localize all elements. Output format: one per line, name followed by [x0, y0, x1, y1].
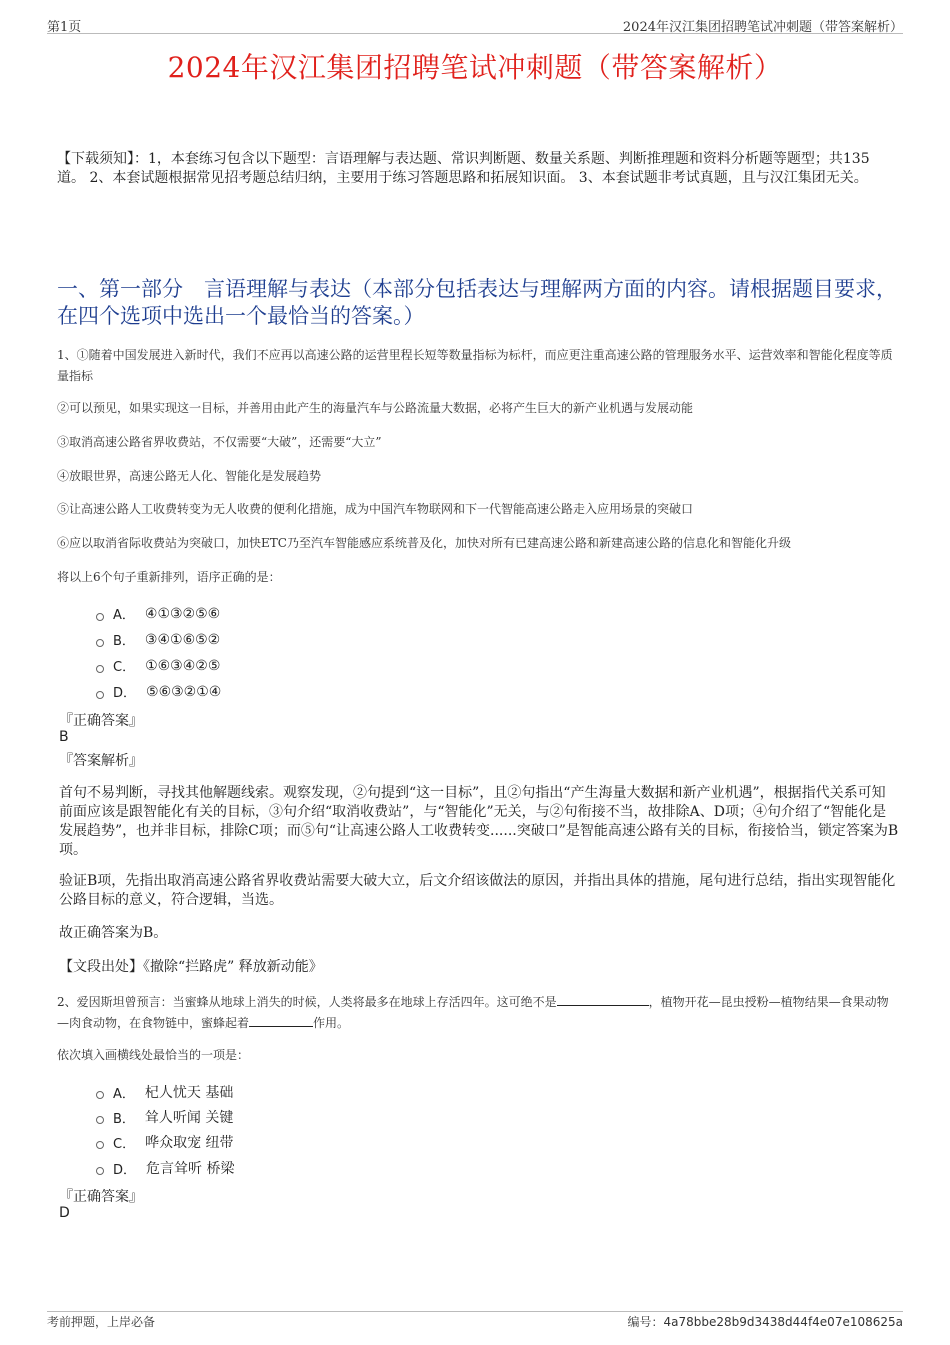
- page-number: 第1页: [47, 20, 82, 35]
- q1-analysis-paragraph-3: 故正确答案为B。: [59, 925, 168, 941]
- q2-answer-label: 『正确答案』: [59, 1189, 143, 1205]
- option-text: 杞人忧天 基础: [144, 1085, 234, 1101]
- q2-answer: D: [59, 1205, 70, 1221]
- option-letter: D．: [113, 686, 137, 701]
- q2-stem: [57, 992, 897, 1034]
- q1-sentence-5: ⑤让高速公路人工收费转变为无人收费的便利化措施，成为中国汽车物联网和下一代智能高速公路走入应用场景的突破口: [57, 502, 694, 516]
- q1-source: 【文段出处】《撤除“拦路虎” 释放新动能》: [59, 959, 323, 975]
- option-text: ⑤⑥③②①④: [146, 683, 222, 700]
- option-text: 危言耸听 桥梁: [146, 1161, 235, 1177]
- option-letter: C．: [113, 660, 136, 675]
- q2-option-a[interactable]: [96, 1082, 233, 1102]
- radio-icon[interactable]: [96, 1167, 104, 1175]
- option-letter: C．: [113, 1136, 136, 1152]
- option-letter: A．: [113, 1086, 135, 1102]
- q1-sentence-1: 1、①随着中国发展进入新时代，我们不应再以高速公路的运营里程长短等数量指标为标杆，而应更注重高速公路的管理服务水平、运营效率和智能化程度等质量指标: [57, 348, 893, 383]
- header-doc-title: 2024年汉江集团招聘笔试冲刺题（带答案解析）: [622, 20, 903, 35]
- option-letter: B．: [113, 1111, 135, 1127]
- q1-sentence-2: ②可以预见，如果实现这一目标，并善用由此产生的海量汽车与公路流量大数据，必将产生巨大的新产业机遇与发展动能: [57, 401, 694, 415]
- q1-option-c[interactable]: [96, 656, 220, 675]
- radio-icon[interactable]: [96, 691, 104, 699]
- footer-slogan: 考前押题，上岸必备: [47, 1315, 156, 1329]
- q2-option-d[interactable]: [96, 1158, 234, 1178]
- q2-option-c[interactable]: [96, 1132, 234, 1152]
- q1-analysis-paragraph-1: 首句不易判断，寻找其他解题线索。观察发现，②句提到“这一目标”，且②句指出“产生海量大数据和新产业机遇”，根据指代关系可知前面应该是跟智能化有关的目标，③句介绍“取消收费站”，与“智能化”无关，与②句衔接不当，故排除A、D项；④句介绍了“智能化是发展趋势”，也并非目标，排除C项；而⑤句“让高速公路人工收费转变......突破口”是智能高速公路有关的目标，衔接恰当，锁定答案为B项。: [59, 785, 899, 858]
- radio-icon[interactable]: [96, 639, 104, 647]
- q1-analysis-label: 『答案解析』: [59, 753, 143, 769]
- option-letter: A．: [113, 608, 135, 623]
- q1-answer: B: [59, 729, 69, 745]
- document-code: [627, 1313, 903, 1330]
- q2-stem-part-1: 2、爱因斯坦曾预言：当蜜蜂从地球上消失的时候，人类将最多在地球上存活四年。这可绝不是: [57, 995, 557, 1009]
- option-letter: D．: [113, 1162, 137, 1178]
- q2-option-b[interactable]: [96, 1107, 233, 1127]
- q1-analysis-paragraph-2: 验证B项，先指出取消高速公路省界收费站需要大破大立，后文介绍该做法的原因，并指出具体的措施，尾句进行总结，指出实现智能化公路目标的意义，符合逻辑，当选。: [59, 873, 896, 908]
- q2-stem-part-3: 作用。: [313, 1016, 350, 1030]
- q1-sentence-3: ③取消高速公路省界收费站，不仅需要“大破”，还需要“大立”: [57, 435, 382, 449]
- option-text: 哗众取宠 纽带: [145, 1135, 234, 1151]
- header-divider: [47, 33, 903, 34]
- option-text: ③④①⑥⑤②: [144, 631, 221, 648]
- q1-answer-label: 『正确答案』: [59, 713, 143, 729]
- radio-icon[interactable]: [96, 1141, 104, 1149]
- blank-2: [249, 1014, 313, 1027]
- option-text: 耸人听闻 关键: [144, 1110, 234, 1126]
- code-label: 编号：: [627, 1315, 664, 1329]
- radio-icon[interactable]: [96, 1091, 104, 1099]
- radio-icon[interactable]: [96, 1116, 104, 1124]
- document-title: 2024年汉江集团招聘笔试冲刺题（带答案解析）: [167, 51, 783, 84]
- section-heading: 一、第一部分 言语理解与表达（本部分包括表达与理解两方面的内容。请根据题目要求，在四个选项中选出一个最恰当的答案。）: [57, 277, 897, 328]
- option-text: ④①③②⑤⑥: [144, 605, 221, 622]
- q1-option-b[interactable]: [96, 630, 220, 649]
- q1-option-a[interactable]: [96, 604, 220, 623]
- q2-prompt: 依次填入画横线处最恰当的一项是：: [57, 1048, 250, 1062]
- option-text: ①⑥③④②⑤: [145, 657, 221, 674]
- q1-prompt: 将以上6个句子重新排列，语序正确的是：: [57, 570, 281, 584]
- radio-icon[interactable]: [96, 665, 104, 673]
- code-value: 4a78bbe28b9d3438d44f4e07e108625a: [663, 1315, 903, 1329]
- q1-sentence-4: ④放眼世界，高速公路无人化、智能化是发展趋势: [57, 469, 322, 483]
- blank-1: [557, 993, 649, 1006]
- q1-option-d[interactable]: [96, 682, 221, 701]
- q1-sentence-6: ⑥应以取消省际收费站为突破口，加快ETC乃至汽车智能感应系统普及化，加快对所有已建高速公路和新建高速公路的信息化和智能化升级: [57, 536, 791, 550]
- radio-icon[interactable]: [96, 613, 104, 621]
- option-letter: B．: [113, 634, 135, 649]
- q2-stem-part-2: ，植物开花—昆虫授粉—植物结果—食果动物—肉食动物，在食物链中，蜜蜂起着: [57, 995, 889, 1030]
- footer-divider: [47, 1311, 903, 1312]
- download-notice: 【下载须知】：1，本套练习包含以下题型：言语理解与表达题、常识判断题、数量关系题、判断推理题和资料分析题等题型；共135道。 2、本套试题根据常见招考题总结归纳，主要用于练习答题思路和拓展知识面。 3、本套试题非考试真题，且与汉江集团无关。: [57, 151, 870, 186]
